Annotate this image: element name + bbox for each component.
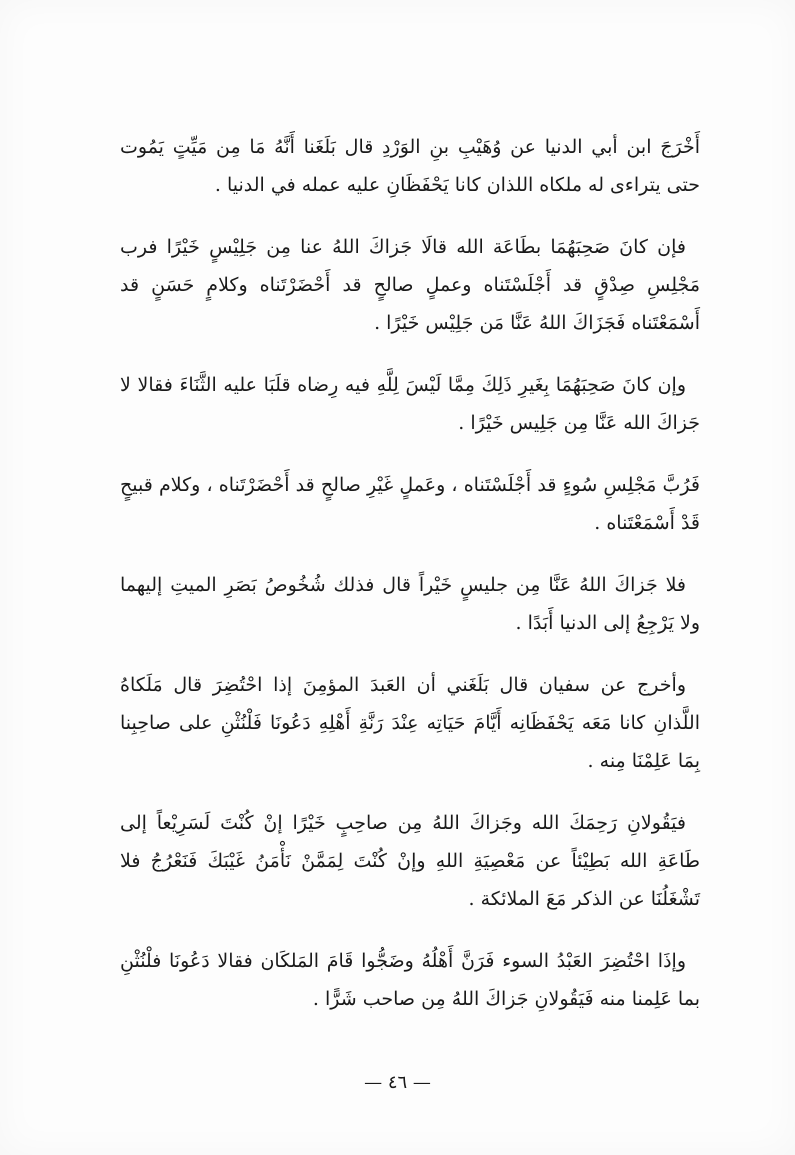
paragraph-7: فيَقُولانِ رَحِمَكَ الله وجَزاكَ اللهُ مِن صاحِبٍ خَيْرًا إنْ كُنْتَ لَسَرِيْعاً إلى طَاعَةِ الله بَطِيْئاً عن مَعْصِيَةِ اللهِ وإنْ كُنْتَ لِمَمَّنْ نَأْمَنُ غَيْبَكَ فَنَعْرُجُ فلا تَشْغَلُنَا عن الذكر مَعَ الملائكة .	[120, 812, 700, 910]
paragraph-3: وإن كانَ صَحِبَهُمَا بِغَيرِ ذَلِكَ مِمَّا لَيْسَ لِلَّهِ فيه رِضاه قلَبَا عليه الثَّنَاءَ فقالا لا جَزاكَ الله عَنَّا مِن جَلِيس خَيْرًا .	[120, 374, 700, 434]
page-number: — ٤٦ —	[364, 1072, 431, 1093]
paragraph-1: أَخْرَجَ ابن أبي الدنيا عن وُهَيْبِ بنِ الوَرْدِ قال بَلَغَنا أَنَّهُ مَا مِن مَيِّتٍ يَمُوت حتى يتراءى له ملكاه اللذان كانا يَحْفَظَانِ عليه عمله في الدنيا .	[120, 136, 700, 196]
paragraph-4: فَرُبَّ مَجْلِسِ سُوءٍ قد أَجْلَسْتَناه ، وعَملٍ غَيْرِ صالحٍ قد أَحْضَرْتَناه ، وكلام قبيحٍ قَدْ أَسْمَعْتَناه .	[120, 474, 700, 534]
paragraph-8: وإذَا احْتُضِرَ العَبْدُ السوء فَرَنَّ أَهْلُهُ وضَجُّوا قَامَ المَلكَان فقالا دَعُونَا فلْنُثْنِ بما عَلِمنا منه فَيَقُولانِ جَزاكَ اللهُ مِن صاحب شَرًّا .	[120, 950, 700, 1010]
paragraph-5: فلا جَزاكَ اللهُ عَنَّا مِن جليسٍ خَيْراً قال فذلك شُخُوصُ بَصَرِ الميتِ إليهما ولا يَرْجِعُ إلى الدنيا أَبَدًا .	[120, 574, 700, 634]
paragraph-2: فإن كانَ صَحِبَهُمَا بطَاعَة الله قالَا جَزاكَ اللهُ عنا مِن جَلِيْسٍ خَيْرًا فرب مَجْلِسِ صِدْقٍ قد أَجْلَسْتَناه وعملٍ صالحٍ قد أَحْضَرْتَناه وكلامٍ حَسَنٍ قد أَسْمَعْتَناه فَجَزَاكَ اللهُ عَنَّا مَن جَلِيْس خَيْرًا .	[120, 236, 700, 334]
paragraph-6: وأخرج عن سفيان قال بَلَغَني أن العَبدَ المؤمِنَ إذا احْتُضِرَ قال مَلَكاهُ اللَّذانِ كانا مَعَه يَحْفَظَانِه أَيَّامَ حَيَاتِه عِنْدَ رَنَّةِ أَهْلِهِ دَعُونَا فَلْنُثْنِ على صاحِبِنا بِمَا عَلِمْنَا مِنه .	[120, 674, 700, 772]
body-text	[120, 128, 700, 1042]
